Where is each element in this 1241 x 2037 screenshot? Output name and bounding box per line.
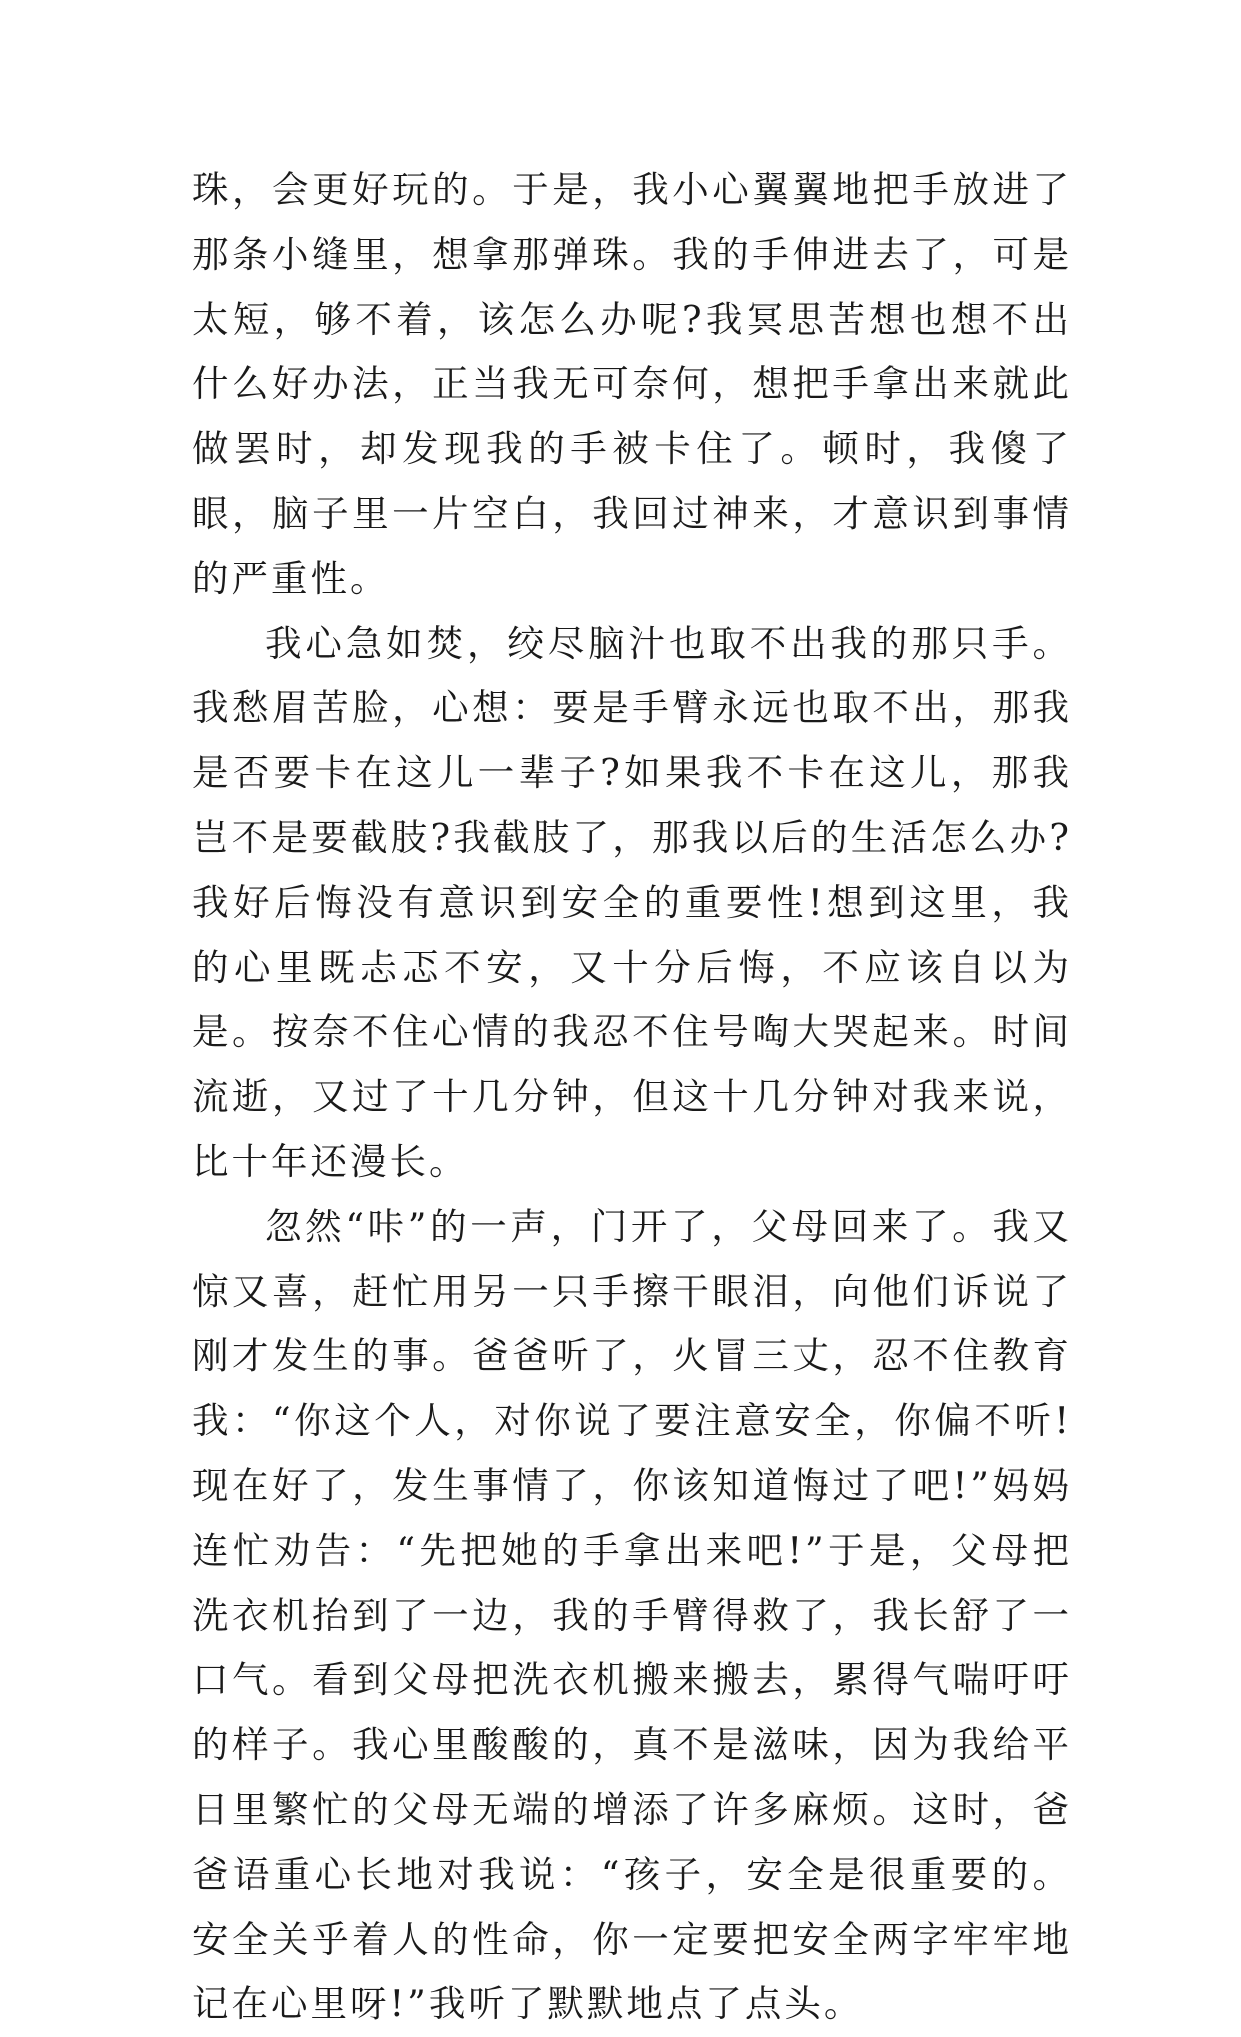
paragraph-1: 珠，会更好玩的。于是，我小心翼翼地把手放进了那条小缝里，想拿那弹珠。我的手伸进去了，可是太短，够不着，该怎么办呢?我冥思苦想也想不出什么好办法，正当我无可奈何，想把手拿出来就此做罢时，却发现我的手被卡住了。顿时，我傻了眼，脑子里一片空白，我回过神来，才意识到事情的严重性。 [192, 168, 1072, 600]
paragraph-3: 忽然“咔”的一声，门开了，父母回来了。我又惊又喜，赶忙用另一只手擦干眼泪，向他们诉说了刚才发生的事。爸爸听了，火冒三丈，忍不住教育我：“你这个人，对你说了要注意安全，你偏不听!现在好了，发生事情了，你该知道悔过了吧!”妈妈连忙劝告：“先把她的手拿出来吧!”于是，父母把洗衣机抬到了一边，我的手臂得救了，我长舒了一口气。看到父母把洗衣机搬来搬去，累得气喘吁吁的样子。我心里酸酸的，真不是滋味，因为我给平日里繁忙的父母无端的增添了许多麻烦。这时，爸爸语重心长地对我说：“孩子，安全是很重要的。安全关乎着人的性命，你一定要把安全两字牢牢地记在心里呀!”我听了默默地点了点头。 [192, 1204, 1072, 2026]
document-body [192, 158, 1072, 2037]
paragraph-2: 我心急如焚，绞尽脑汁也取不出我的那只手。我愁眉苦脸，心想：要是手臂永远也取不出，那我是否要卡在这儿一辈子?如果我不卡在这儿，那我岂不是要截肢?我截肢了，那我以后的生活怎么办?我好后悔没有意识到安全的重要性!想到这里，我的心里既忐忑不安，又十分后悔，不应该自以为是。按奈不住心情的我忍不住号啕大哭起来。时间流逝，又过了十几分钟，但这十几分钟对我来说，比十年还漫长。 [192, 621, 1072, 1183]
